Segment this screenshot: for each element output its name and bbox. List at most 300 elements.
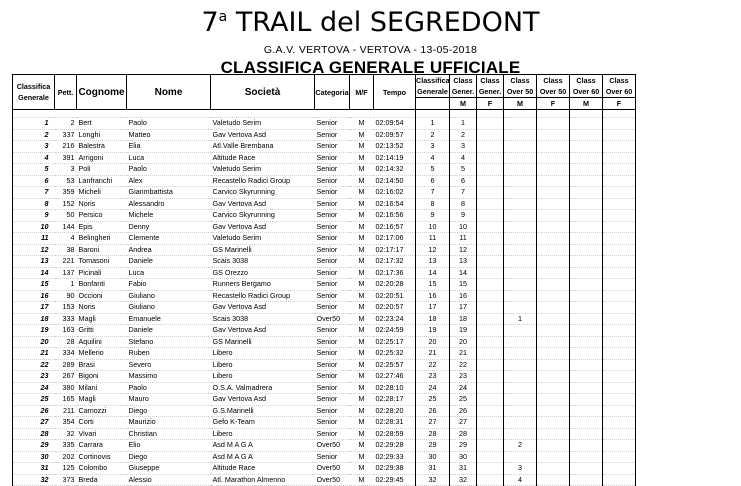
over50-m-cell [504, 210, 537, 222]
over50-m-cell [504, 256, 537, 268]
position-cell: 1 [13, 118, 55, 130]
table-row [13, 336, 636, 348]
over50-f-cell [537, 417, 570, 429]
col-sub-m: M [450, 98, 477, 110]
over50-m-cell [504, 382, 537, 394]
pett-cell: 202 [55, 451, 77, 463]
gener-m-cell: 15 [450, 279, 477, 291]
categoria-cell: Senior [315, 233, 350, 245]
over60-m-cell [570, 474, 603, 486]
societa-cell: Libero [211, 348, 315, 360]
over60-m-cell [570, 233, 603, 245]
document-heading: CLASSIFICA GENERALE UFFICIALE [220, 58, 521, 77]
over60-m-cell [570, 302, 603, 314]
over50-m-cell [504, 279, 537, 291]
gener-m-cell: 21 [450, 348, 477, 360]
col-classifica: Classifica Generale [416, 76, 450, 96]
tempo-cell: 02:27:46 [374, 371, 416, 383]
position-cell: 26 [13, 405, 55, 417]
nome-cell: Giuliano [127, 302, 211, 314]
cognome-cell: Noris [77, 302, 127, 314]
over60-f-cell [603, 405, 636, 417]
over60-f-cell [603, 164, 636, 176]
mf-cell: M [350, 348, 374, 360]
pett-cell: 373 [55, 474, 77, 486]
over50-m-cell [504, 302, 537, 314]
over60-f-cell [603, 175, 636, 187]
over50-f-cell [537, 313, 570, 325]
over60-f-cell [603, 336, 636, 348]
tempo-cell: 02:14:19 [374, 152, 416, 164]
table-row [13, 118, 636, 130]
pett-cell: 53 [55, 175, 77, 187]
categoria-cell: Senior [315, 428, 350, 440]
categoria-cell: Senior [315, 198, 350, 210]
mf-cell: M [350, 428, 374, 440]
nome-cell: Maurizio [127, 417, 211, 429]
cognome-cell: Poli [77, 164, 127, 176]
table-row [13, 302, 636, 314]
position-cell: 22 [13, 359, 55, 371]
gener-m-cell: 30 [450, 451, 477, 463]
societa-cell: Scais 3038 [211, 313, 315, 325]
nome-cell: Ruben [127, 348, 211, 360]
nome-cell: Mauro [127, 394, 211, 406]
position-cell: 32 [13, 474, 55, 486]
table-row [13, 152, 636, 164]
over60-m-cell [570, 256, 603, 268]
over60-f-cell [603, 290, 636, 302]
position-cell: 14 [13, 267, 55, 279]
pett-cell: 144 [55, 221, 77, 233]
document-title: 7$^a$ TRAIL del SEGREDONT [201, 7, 540, 38]
nome-cell: Giuliano [127, 290, 211, 302]
over50-f-cell [537, 371, 570, 383]
col-sub-f: F [477, 98, 504, 110]
results-table [12, 74, 636, 486]
position-cell: 27 [13, 417, 55, 429]
cognome-cell: Mellerio [77, 348, 127, 360]
col-cognome: Cognome [77, 75, 127, 110]
table-row [13, 394, 636, 406]
over50-m-cell: 4 [504, 474, 537, 486]
gener-f-cell [477, 371, 504, 383]
tempo-cell: 02:16:57 [374, 221, 416, 233]
nome-cell: Alessio [127, 474, 211, 486]
pett-cell: 335 [55, 440, 77, 452]
mf-cell: M [350, 394, 374, 406]
pett-cell: 337 [55, 129, 77, 141]
over60-m-cell [570, 359, 603, 371]
over50-m-cell [504, 325, 537, 337]
pett-cell: 163 [55, 325, 77, 337]
gener-m-cell: 3 [450, 141, 477, 153]
col-sub-f: F [537, 98, 570, 110]
societa-cell: GS Marinelli [211, 244, 315, 256]
pett-cell: 221 [55, 256, 77, 268]
societa-cell: Carvico Skyrunning [211, 210, 315, 222]
classifica-cell: 5 [416, 164, 450, 176]
over50-f-cell [537, 348, 570, 360]
table-row [13, 244, 636, 256]
tempo-cell: 02:09:54 [374, 118, 416, 130]
gener-m-cell: 28 [450, 428, 477, 440]
mf-cell: M [350, 440, 374, 452]
gener-f-cell [477, 428, 504, 440]
nome-cell: Stefano [127, 336, 211, 348]
gener-m-cell: 13 [450, 256, 477, 268]
cognome-cell: Brasi [77, 359, 127, 371]
over50-m-cell [504, 359, 537, 371]
position-cell: 2 [13, 129, 55, 141]
categoria-cell: Over50 [315, 463, 350, 475]
gener-m-cell: 1 [450, 118, 477, 130]
gener-f-cell [477, 164, 504, 176]
pett-cell: 391 [55, 152, 77, 164]
over60-f-cell [603, 359, 636, 371]
gener-m-cell: 12 [450, 244, 477, 256]
classifica-cell: 14 [416, 267, 450, 279]
over50-f-cell [537, 302, 570, 314]
cognome-cell: Micheli [77, 187, 127, 199]
pett-cell: 216 [55, 141, 77, 153]
classifica-cell: 3 [416, 141, 450, 153]
position-cell: 4 [13, 152, 55, 164]
tempo-cell: 02:20:57 [374, 302, 416, 314]
over60-m-cell [570, 382, 603, 394]
over60-f-cell [603, 221, 636, 233]
table-row [13, 417, 636, 429]
classifica-cell: 22 [416, 359, 450, 371]
classifica-cell: 19 [416, 325, 450, 337]
gener-f-cell [477, 175, 504, 187]
nome-cell: Elio [127, 440, 211, 452]
classifica-cell: 7 [416, 187, 450, 199]
gener-f-cell [477, 118, 504, 130]
table-row [13, 348, 636, 360]
over50-m-cell [504, 428, 537, 440]
nome-cell: Massimo [127, 371, 211, 383]
over50-f-cell [537, 244, 570, 256]
classifica-cell: 32 [416, 474, 450, 486]
gener-m-cell: 16 [450, 290, 477, 302]
table-row [13, 463, 636, 475]
col-societa: Società [211, 75, 315, 110]
gener-f-cell [477, 187, 504, 199]
societa-cell: GS Orezzo [211, 267, 315, 279]
pett-cell: 152 [55, 198, 77, 210]
over50-f-cell [537, 187, 570, 199]
tempo-cell: 02:20:28 [374, 279, 416, 291]
over60-m-cell [570, 187, 603, 199]
societa-cell: Atl.Valle Brembana [211, 141, 315, 153]
over60-f-cell [603, 267, 636, 279]
col-mf: M/F [350, 75, 374, 110]
table-row [13, 279, 636, 291]
mf-cell: M [350, 371, 374, 383]
tempo-cell: 02:23:24 [374, 313, 416, 325]
societa-cell: Runners Bergamo [211, 279, 315, 291]
nome-cell: Diego [127, 451, 211, 463]
over60-f-cell [603, 198, 636, 210]
cognome-cell: Noris [77, 198, 127, 210]
gener-m-cell: 24 [450, 382, 477, 394]
over50-f-cell [537, 210, 570, 222]
gener-m-cell: 6 [450, 175, 477, 187]
mf-cell: M [350, 164, 374, 176]
classifica-cell: 10 [416, 221, 450, 233]
mf-cell: M [350, 451, 374, 463]
position-cell: 24 [13, 382, 55, 394]
gener-f-cell [477, 325, 504, 337]
cognome-cell: Breda [77, 474, 127, 486]
col-nome: Nome [127, 75, 211, 110]
classifica-cell: 29 [416, 440, 450, 452]
mf-cell: M [350, 302, 374, 314]
tempo-cell: 02:28:20 [374, 405, 416, 417]
societa-cell: GS Marinelli [211, 336, 315, 348]
over50-f-cell [537, 336, 570, 348]
pett-cell: 125 [55, 463, 77, 475]
mf-cell: M [350, 474, 374, 486]
gener-f-cell [477, 221, 504, 233]
classifica-cell: 11 [416, 233, 450, 245]
gener-m-cell: 31 [450, 463, 477, 475]
societa-cell: Gav Vertova Asd [211, 394, 315, 406]
pett-cell: 165 [55, 394, 77, 406]
categoria-cell: Senior [315, 394, 350, 406]
classifica-cell: 4 [416, 152, 450, 164]
cognome-cell: Tomasoni [77, 256, 127, 268]
table-row [13, 233, 636, 245]
pett-cell: 334 [55, 348, 77, 360]
cognome-cell: Gritti [77, 325, 127, 337]
classifica-cell: 24 [416, 382, 450, 394]
classifica-cell: 31 [416, 463, 450, 475]
tempo-cell: 02:20:51 [374, 290, 416, 302]
societa-cell: Asd M A G A [211, 440, 315, 452]
over50-m-cell [504, 244, 537, 256]
over50-f-cell [537, 463, 570, 475]
tempo-cell: 02:25:57 [374, 359, 416, 371]
classifica-cell: 9 [416, 210, 450, 222]
over60-f-cell [603, 451, 636, 463]
gener-f-cell [477, 394, 504, 406]
nome-cell: Elia [127, 141, 211, 153]
nome-cell: Christian [127, 428, 211, 440]
over50-f-cell [537, 440, 570, 452]
classifica-cell: 12 [416, 244, 450, 256]
over60-f-cell [603, 210, 636, 222]
pett-cell: 28 [55, 336, 77, 348]
pett-cell: 3 [55, 164, 77, 176]
cognome-cell: Vivari [77, 428, 127, 440]
societa-cell: Scais 3038 [211, 256, 315, 268]
over60-f-cell [603, 371, 636, 383]
nome-cell: Alex [127, 175, 211, 187]
position-cell: 15 [13, 279, 55, 291]
cognome-cell: Bert [77, 118, 127, 130]
over50-f-cell [537, 175, 570, 187]
gener-m-cell: 19 [450, 325, 477, 337]
over50-f-cell [537, 152, 570, 164]
document-subtitle: G.A.V. VERTOVA - VERTOVA - 13-05-2018 [263, 44, 478, 56]
cognome-cell: Aquilini [77, 336, 127, 348]
cognome-cell: Milani [77, 382, 127, 394]
categoria-cell: Senior [315, 359, 350, 371]
over50-f-cell [537, 198, 570, 210]
mf-cell: M [350, 279, 374, 291]
over50-m-cell [504, 394, 537, 406]
over60-f-cell [603, 417, 636, 429]
mf-cell: M [350, 463, 374, 475]
over60-f-cell [603, 152, 636, 164]
over60-m-cell [570, 118, 603, 130]
gener-m-cell: 22 [450, 359, 477, 371]
position-cell: 10 [13, 221, 55, 233]
tempo-cell: 02:25:32 [374, 348, 416, 360]
pett-cell: 38 [55, 244, 77, 256]
over50-f-cell [537, 382, 570, 394]
gener-f-cell [477, 256, 504, 268]
pett-cell: 4 [55, 233, 77, 245]
mf-cell: M [350, 221, 374, 233]
over60-m-cell [570, 371, 603, 383]
table-row [13, 198, 636, 210]
nome-cell: Emanuele [127, 313, 211, 325]
col-class-gener-f: Class Gener. [477, 75, 504, 98]
over50-m-cell [504, 164, 537, 176]
societa-cell: Valetudo Serim [211, 118, 315, 130]
tempo-cell: 02:17:36 [374, 267, 416, 279]
over60-f-cell [603, 129, 636, 141]
over60-m-cell [570, 417, 603, 429]
mf-cell: M [350, 313, 374, 325]
cognome-cell: Balestra [77, 141, 127, 153]
pett-cell: 267 [55, 371, 77, 383]
gener-m-cell: 29 [450, 440, 477, 452]
cognome-cell: Bonfanti [77, 279, 127, 291]
table-row [13, 187, 636, 199]
position-cell: 5 [13, 164, 55, 176]
societa-cell: Asd M A G A [211, 451, 315, 463]
over50-f-cell [537, 141, 570, 153]
pett-cell: 1 [55, 279, 77, 291]
nome-cell: Denny [127, 221, 211, 233]
over60-f-cell [603, 348, 636, 360]
over60-m-cell [570, 175, 603, 187]
gener-m-cell: 27 [450, 417, 477, 429]
categoria-cell: Senior [315, 279, 350, 291]
position-cell: 13 [13, 256, 55, 268]
mf-cell: M [350, 290, 374, 302]
over60-f-cell [603, 302, 636, 314]
mf-cell: M [350, 233, 374, 245]
cognome-cell: Arrigoni [77, 152, 127, 164]
over50-m-cell [504, 118, 537, 130]
position-cell: 18 [13, 313, 55, 325]
gener-m-cell: 8 [450, 198, 477, 210]
gener-f-cell [477, 302, 504, 314]
over60-m-cell [570, 405, 603, 417]
table-row [13, 129, 636, 141]
over50-m-cell [504, 336, 537, 348]
cognome-cell: Bigoni [77, 371, 127, 383]
categoria-cell: Senior [315, 371, 350, 383]
cognome-cell: Camozzi [77, 405, 127, 417]
over60-m-cell [570, 152, 603, 164]
societa-cell: Libero [211, 371, 315, 383]
over50-f-cell [537, 118, 570, 130]
over60-m-cell [570, 290, 603, 302]
pett-cell: 211 [55, 405, 77, 417]
gener-m-cell: 11 [450, 233, 477, 245]
over60-m-cell [570, 428, 603, 440]
cognome-cell: Carrara [77, 440, 127, 452]
cognome-cell: Magli [77, 394, 127, 406]
over60-m-cell [570, 325, 603, 337]
categoria-cell: Senior [315, 405, 350, 417]
over50-m-cell [504, 152, 537, 164]
cognome-cell: Belingheri [77, 233, 127, 245]
pett-cell: 380 [55, 382, 77, 394]
gener-f-cell [477, 336, 504, 348]
nome-cell: Paolo [127, 164, 211, 176]
position-cell: 25 [13, 394, 55, 406]
over50-f-cell [537, 279, 570, 291]
gener-f-cell [477, 141, 504, 153]
over50-m-cell: 1 [504, 313, 537, 325]
over50-m-cell [504, 233, 537, 245]
gener-m-cell: 14 [450, 267, 477, 279]
nome-cell: Daniele [127, 256, 211, 268]
categoria-cell: Senior [315, 152, 350, 164]
categoria-cell: Senior [315, 325, 350, 337]
table-row [13, 428, 636, 440]
cognome-cell: Colombo [77, 463, 127, 475]
position-cell: 7 [13, 187, 55, 199]
nome-cell: Clemente [127, 233, 211, 245]
tempo-cell: 02:16:54 [374, 198, 416, 210]
over50-m-cell [504, 405, 537, 417]
table-row [13, 325, 636, 337]
gener-m-cell: 25 [450, 394, 477, 406]
categoria-cell: Senior [315, 129, 350, 141]
societa-cell: Gav Vertova Asd [211, 302, 315, 314]
pett-cell: 354 [55, 417, 77, 429]
position-cell: 6 [13, 175, 55, 187]
mf-cell: M [350, 359, 374, 371]
tempo-cell: 02:14:32 [374, 164, 416, 176]
gener-m-cell: 17 [450, 302, 477, 314]
categoria-cell: Senior [315, 302, 350, 314]
over50-f-cell [537, 290, 570, 302]
over50-m-cell: 3 [504, 463, 537, 475]
over60-f-cell [603, 474, 636, 486]
col-pett: Pett. [55, 75, 77, 110]
over50-m-cell [504, 187, 537, 199]
table-row [13, 474, 636, 486]
table-row [13, 267, 636, 279]
over60-f-cell [603, 394, 636, 406]
over50-f-cell [537, 428, 570, 440]
tempo-cell: 02:17:32 [374, 256, 416, 268]
classifica-cell: 2 [416, 129, 450, 141]
over60-m-cell [570, 451, 603, 463]
nome-cell: Michele [127, 210, 211, 222]
gener-m-cell: 18 [450, 313, 477, 325]
gener-f-cell [477, 152, 504, 164]
